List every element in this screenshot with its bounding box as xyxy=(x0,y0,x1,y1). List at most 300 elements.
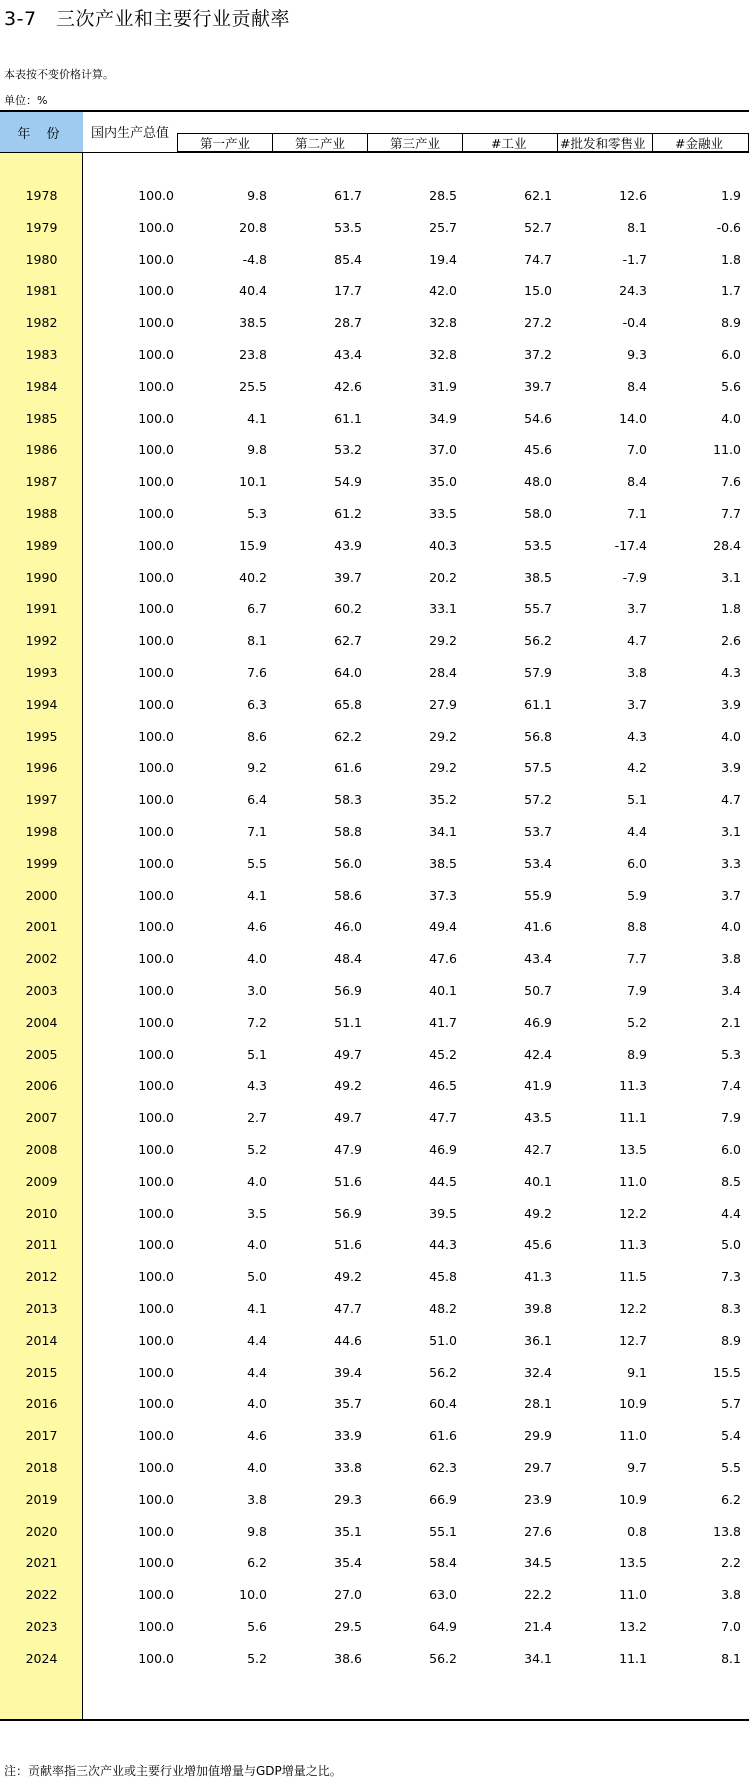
finance-cell: 3.9 xyxy=(721,696,741,712)
trade-cell: 6.0 xyxy=(627,855,647,871)
secondary-cell: 58.8 xyxy=(334,824,362,839)
secondary-cell: 58.3 xyxy=(334,792,362,808)
industry-cell: 62.1 xyxy=(524,188,552,203)
primary-cell: 8.1 xyxy=(247,633,267,649)
unit-label: 单位：% xyxy=(4,94,48,107)
industry-cell: 54.6 xyxy=(524,410,552,426)
table-row xyxy=(0,562,749,594)
secondary-cell: 49.7 xyxy=(334,1110,362,1126)
finance-cell: 2.6 xyxy=(721,633,741,649)
secondary-cell: 35.7 xyxy=(334,1396,362,1412)
finance-cell: 4.7 xyxy=(721,792,741,808)
trade-cell: 4.7 xyxy=(627,633,647,649)
primary-cell: 9.8 xyxy=(247,442,267,458)
primary-cell: 4.4 xyxy=(247,1332,267,1348)
gdp-cell: 100.0 xyxy=(138,378,174,394)
gdp-cell: 100.0 xyxy=(138,696,174,712)
primary-cell: 4.0 xyxy=(247,951,267,967)
year-cell: 1998 xyxy=(25,824,58,839)
secondary-cell: 44.6 xyxy=(334,1332,362,1348)
table-row xyxy=(0,1388,749,1420)
trade-cell: 13.5 xyxy=(619,1555,647,1571)
finance-cell: 8.3 xyxy=(721,1301,741,1316)
tertiary-cell: 31.9 xyxy=(429,378,457,394)
trade-cell: 5.2 xyxy=(627,1014,647,1030)
table-row xyxy=(0,1166,749,1198)
tertiary-cell: 32.8 xyxy=(429,347,457,362)
industry-cell: 43.5 xyxy=(524,1110,552,1126)
table-row xyxy=(0,975,749,1007)
year-cell: 2017 xyxy=(25,1428,58,1444)
industry-cell: 57.9 xyxy=(524,665,552,680)
header-gdp: 国内生产总值 xyxy=(91,126,170,141)
tertiary-cell: 63.0 xyxy=(429,1587,457,1603)
tertiary-cell: 48.2 xyxy=(429,1301,457,1316)
table-row xyxy=(0,434,749,466)
trade-cell: 7.1 xyxy=(627,506,647,521)
year-cell: 1995 xyxy=(25,728,58,744)
gdp-cell: 100.0 xyxy=(138,1555,174,1571)
gdp-cell: 100.0 xyxy=(138,506,174,521)
industry-cell: 45.6 xyxy=(524,442,552,458)
industry-cell: 15.0 xyxy=(524,283,552,299)
gdp-cell: 100.0 xyxy=(138,1078,174,1094)
year-cell: 1996 xyxy=(25,760,58,776)
industry-cell: 56.8 xyxy=(524,728,552,744)
year-cell: 1985 xyxy=(25,410,58,426)
tertiary-cell: 33.1 xyxy=(429,601,457,617)
secondary-cell: 43.9 xyxy=(334,537,362,553)
year-cell: 2003 xyxy=(25,983,58,998)
secondary-cell: 60.2 xyxy=(334,601,362,617)
secondary-cell: 17.7 xyxy=(334,283,362,299)
trade-cell: 12.2 xyxy=(619,1205,647,1221)
gdp-cell: 100.0 xyxy=(138,219,174,235)
year-cell: 1993 xyxy=(25,665,58,680)
page-title: 3-7 三次产业和主要行业贡献率 xyxy=(4,8,291,30)
gdp-cell: 100.0 xyxy=(138,1014,174,1030)
gdp-cell: 100.0 xyxy=(138,474,174,490)
secondary-cell: 49.7 xyxy=(334,1046,362,1062)
tertiary-cell: 45.8 xyxy=(429,1269,457,1285)
gdp-cell: 100.0 xyxy=(138,665,174,680)
table-row xyxy=(0,1611,749,1643)
primary-cell: 9.8 xyxy=(247,188,267,203)
year-cell: 2019 xyxy=(25,1491,58,1507)
table-row xyxy=(0,1452,749,1484)
gdp-cell: 100.0 xyxy=(138,1491,174,1507)
industry-cell: 53.4 xyxy=(524,855,552,871)
year-cell: 2023 xyxy=(25,1619,58,1634)
trade-cell: 3.7 xyxy=(627,696,647,712)
finance-cell: 7.9 xyxy=(721,1110,741,1126)
finance-cell: 3.4 xyxy=(721,983,741,998)
finance-cell: 3.8 xyxy=(721,951,741,967)
secondary-cell: 49.2 xyxy=(334,1078,362,1094)
table-row xyxy=(0,403,749,435)
primary-cell: 38.5 xyxy=(239,315,267,331)
tertiary-cell: 32.8 xyxy=(429,315,457,331)
table-row xyxy=(0,784,749,816)
trade-cell: 5.9 xyxy=(627,887,647,903)
table-row xyxy=(0,180,749,212)
price-note: 本表按不变价格计算。 xyxy=(4,68,114,81)
tertiary-cell: 29.2 xyxy=(429,633,457,649)
primary-cell: 25.5 xyxy=(239,378,267,394)
primary-cell: 9.2 xyxy=(247,760,267,776)
secondary-cell: 47.7 xyxy=(334,1301,362,1316)
year-cell: 1994 xyxy=(25,696,58,712)
tertiary-cell: 39.5 xyxy=(429,1205,457,1221)
primary-cell: 10.0 xyxy=(239,1587,267,1603)
tertiary-cell: 44.3 xyxy=(429,1237,457,1253)
trade-cell: 9.7 xyxy=(627,1460,647,1475)
table-row xyxy=(0,339,749,371)
gdp-cell: 100.0 xyxy=(138,1205,174,1221)
primary-cell: 9.8 xyxy=(247,1523,267,1539)
table-row xyxy=(0,1039,749,1071)
secondary-cell: 38.6 xyxy=(334,1650,362,1666)
gdp-cell: 100.0 xyxy=(138,1332,174,1348)
industry-cell: 61.1 xyxy=(524,696,552,712)
secondary-cell: 28.7 xyxy=(334,315,362,331)
year-cell: 1984 xyxy=(25,378,58,394)
industry-cell: 57.2 xyxy=(524,792,552,808)
primary-cell: 5.5 xyxy=(247,855,267,871)
finance-cell: 6.0 xyxy=(721,1142,741,1157)
industry-cell: 38.5 xyxy=(524,569,552,585)
finance-cell: 4.0 xyxy=(721,410,741,426)
tertiary-cell: 47.6 xyxy=(429,951,457,967)
table-row xyxy=(0,530,749,562)
secondary-cell: 62.7 xyxy=(334,633,362,649)
year-cell: 1983 xyxy=(25,347,58,362)
tertiary-cell: 29.2 xyxy=(429,728,457,744)
tertiary-cell: 40.1 xyxy=(429,983,457,998)
industry-cell: 29.7 xyxy=(524,1460,552,1475)
industry-cell: 48.0 xyxy=(524,474,552,490)
secondary-cell: 56.9 xyxy=(334,983,362,998)
year-cell: 2009 xyxy=(25,1173,58,1189)
gdp-cell: 100.0 xyxy=(138,1269,174,1285)
table-row xyxy=(0,848,749,880)
primary-cell: 4.0 xyxy=(247,1396,267,1412)
gdp-cell: 100.0 xyxy=(138,1237,174,1253)
finance-cell: 11.0 xyxy=(713,442,741,458)
industry-cell: 37.2 xyxy=(524,347,552,362)
year-cell: 2007 xyxy=(25,1110,58,1126)
tertiary-cell: 66.9 xyxy=(429,1491,457,1507)
trade-cell: 11.0 xyxy=(619,1587,647,1603)
industry-cell: 32.4 xyxy=(524,1364,552,1380)
industry-cell: 53.7 xyxy=(524,824,552,839)
table-row xyxy=(0,752,749,784)
finance-cell: 8.5 xyxy=(721,1173,741,1189)
industry-cell: 28.1 xyxy=(524,1396,552,1412)
gdp-cell: 100.0 xyxy=(138,283,174,299)
table-row xyxy=(0,1229,749,1261)
industry-cell: 41.9 xyxy=(524,1078,552,1094)
table-row xyxy=(0,466,749,498)
secondary-cell: 65.8 xyxy=(334,696,362,712)
year-cell: 2008 xyxy=(25,1142,58,1157)
trade-cell: 11.3 xyxy=(619,1237,647,1253)
year-cell: 2018 xyxy=(25,1460,58,1475)
header-primary: 第一产业 xyxy=(177,133,272,152)
table-row xyxy=(0,689,749,721)
year-cell: 2016 xyxy=(25,1396,58,1412)
industry-cell: 58.0 xyxy=(524,506,552,521)
finance-cell: 7.4 xyxy=(721,1078,741,1094)
year-cell: 1987 xyxy=(25,474,58,490)
industry-cell: 53.5 xyxy=(524,537,552,553)
secondary-cell: 61.7 xyxy=(334,188,362,203)
tertiary-cell: 56.2 xyxy=(429,1364,457,1380)
year-cell: 1992 xyxy=(25,633,58,649)
tertiary-cell: 33.5 xyxy=(429,506,457,521)
primary-cell: 40.4 xyxy=(239,283,267,299)
year-cell: 2002 xyxy=(25,951,58,967)
finance-cell: 4.4 xyxy=(721,1205,741,1221)
finance-cell: 8.1 xyxy=(721,1650,741,1666)
trade-cell: 10.9 xyxy=(619,1396,647,1412)
table-row xyxy=(0,657,749,689)
tertiary-cell: 34.9 xyxy=(429,410,457,426)
gdp-cell: 100.0 xyxy=(138,1619,174,1634)
trade-cell: 12.6 xyxy=(619,188,647,203)
primary-cell: 6.2 xyxy=(247,1555,267,1571)
finance-cell: 8.9 xyxy=(721,1332,741,1348)
tertiary-cell: 40.3 xyxy=(429,537,457,553)
gdp-cell: 100.0 xyxy=(138,315,174,331)
secondary-cell: 42.6 xyxy=(334,378,362,394)
secondary-cell: 51.6 xyxy=(334,1173,362,1189)
tertiary-cell: 44.5 xyxy=(429,1173,457,1189)
finance-cell: 4.0 xyxy=(721,919,741,935)
trade-cell: 7.0 xyxy=(627,442,647,458)
secondary-cell: 51.1 xyxy=(334,1014,362,1030)
trade-cell: 8.4 xyxy=(627,474,647,490)
header-bottom-rule xyxy=(0,152,749,153)
footnote: 注：贡献率指三次产业或主要行业增加值增量与GDP增量之比。 xyxy=(4,1764,342,1778)
table-row xyxy=(0,307,749,339)
finance-cell: 5.6 xyxy=(721,378,741,394)
tertiary-cell: 38.5 xyxy=(429,855,457,871)
header-industry: #工业 xyxy=(462,133,557,152)
secondary-cell: 61.6 xyxy=(334,760,362,776)
trade-cell: 9.1 xyxy=(627,1364,647,1380)
gdp-cell: 100.0 xyxy=(138,601,174,617)
trade-cell: 3.7 xyxy=(627,601,647,617)
industry-cell: 39.7 xyxy=(524,378,552,394)
secondary-cell: 43.4 xyxy=(334,347,362,362)
trade-cell: 10.9 xyxy=(619,1491,647,1507)
trade-cell: 12.7 xyxy=(619,1332,647,1348)
finance-cell: 2.2 xyxy=(721,1555,741,1571)
table-row xyxy=(0,721,749,753)
secondary-cell: 56.0 xyxy=(334,855,362,871)
secondary-cell: 29.5 xyxy=(334,1619,362,1634)
trade-cell: 11.0 xyxy=(619,1173,647,1189)
gdp-cell: 100.0 xyxy=(138,1650,174,1666)
secondary-cell: 49.2 xyxy=(334,1269,362,1285)
tertiary-cell: 45.2 xyxy=(429,1046,457,1062)
trade-cell: 11.3 xyxy=(619,1078,647,1094)
gdp-cell: 100.0 xyxy=(138,1173,174,1189)
trade-cell: 8.4 xyxy=(627,378,647,394)
gdp-cell: 100.0 xyxy=(138,1428,174,1444)
primary-cell: 4.6 xyxy=(247,919,267,935)
primary-cell: 15.9 xyxy=(239,537,267,553)
primary-cell: 4.6 xyxy=(247,1428,267,1444)
year-cell: 2015 xyxy=(25,1364,58,1380)
secondary-cell: 35.4 xyxy=(334,1555,362,1571)
year-cell: 2014 xyxy=(25,1332,58,1348)
primary-cell: 5.3 xyxy=(247,506,267,521)
secondary-cell: 35.1 xyxy=(334,1523,362,1539)
trade-cell: -7.9 xyxy=(622,569,647,585)
industry-cell: 52.7 xyxy=(524,219,552,235)
secondary-cell: 33.8 xyxy=(334,1460,362,1475)
finance-cell: 1.8 xyxy=(721,251,741,267)
gdp-cell: 100.0 xyxy=(138,887,174,903)
trade-cell: 11.5 xyxy=(619,1269,647,1285)
finance-cell: 7.6 xyxy=(721,474,741,490)
year-cell: 2013 xyxy=(25,1301,58,1316)
industry-cell: 55.9 xyxy=(524,887,552,903)
trade-cell: 0.8 xyxy=(627,1523,647,1539)
year-cell: 2004 xyxy=(25,1014,58,1030)
table-row xyxy=(0,816,749,848)
year-cell: 1990 xyxy=(25,569,58,585)
primary-cell: 5.1 xyxy=(247,1046,267,1062)
table-row xyxy=(0,943,749,975)
tertiary-cell: 60.4 xyxy=(429,1396,457,1412)
gdp-cell: 100.0 xyxy=(138,824,174,839)
secondary-cell: 61.1 xyxy=(334,410,362,426)
industry-cell: 27.2 xyxy=(524,315,552,331)
gdp-cell: 100.0 xyxy=(138,442,174,458)
tertiary-cell: 37.0 xyxy=(429,442,457,458)
header-trade: #批发和零售业 xyxy=(557,133,652,152)
gdp-cell: 100.0 xyxy=(138,569,174,585)
trade-cell: 11.1 xyxy=(619,1110,647,1126)
secondary-cell: 33.9 xyxy=(334,1428,362,1444)
finance-cell: 6.2 xyxy=(721,1491,741,1507)
year-cell: 1997 xyxy=(25,792,58,808)
tertiary-cell: 37.3 xyxy=(429,887,457,903)
table-row xyxy=(0,625,749,657)
primary-cell: 4.4 xyxy=(247,1364,267,1380)
secondary-cell: 48.4 xyxy=(334,951,362,967)
primary-cell: 7.6 xyxy=(247,665,267,680)
table-row xyxy=(0,1357,749,1389)
primary-cell: 7.1 xyxy=(247,824,267,839)
industry-cell: 22.2 xyxy=(524,1587,552,1603)
header-secondary: 第二产业 xyxy=(272,133,367,152)
table-row xyxy=(0,498,749,530)
finance-cell: 4.0 xyxy=(721,728,741,744)
table-row xyxy=(0,1643,749,1675)
gdp-cell: 100.0 xyxy=(138,1046,174,1062)
tertiary-cell: 62.3 xyxy=(429,1460,457,1475)
trade-cell: 9.3 xyxy=(627,347,647,362)
header-finance: #金融业 xyxy=(652,133,749,152)
secondary-cell: 85.4 xyxy=(334,251,362,267)
finance-cell: 3.1 xyxy=(721,569,741,585)
finance-cell: 7.3 xyxy=(721,1269,741,1285)
secondary-cell: 61.2 xyxy=(334,506,362,521)
primary-cell: 40.2 xyxy=(239,569,267,585)
finance-cell: -0.6 xyxy=(716,219,741,235)
trade-cell: 5.1 xyxy=(627,792,647,808)
table-row xyxy=(0,1007,749,1039)
finance-cell: 6.0 xyxy=(721,347,741,362)
finance-cell: 2.1 xyxy=(721,1014,741,1030)
table-row xyxy=(0,275,749,307)
table-row xyxy=(0,1325,749,1357)
gdp-cell: 100.0 xyxy=(138,1142,174,1157)
trade-cell: -0.4 xyxy=(622,315,647,331)
gdp-cell: 100.0 xyxy=(138,1460,174,1475)
gdp-cell: 100.0 xyxy=(138,728,174,744)
gdp-cell: 100.0 xyxy=(138,188,174,203)
industry-cell: 39.8 xyxy=(524,1301,552,1316)
primary-cell: 4.0 xyxy=(247,1460,267,1475)
tertiary-cell: 34.1 xyxy=(429,824,457,839)
year-cell: 1989 xyxy=(25,537,58,553)
primary-cell: 10.1 xyxy=(239,474,267,490)
primary-cell: 5.6 xyxy=(247,1619,267,1634)
gdp-cell: 100.0 xyxy=(138,1587,174,1603)
secondary-cell: 56.9 xyxy=(334,1205,362,1221)
year-cell: 1980 xyxy=(25,251,58,267)
gdp-cell: 100.0 xyxy=(138,855,174,871)
industry-cell: 43.4 xyxy=(524,951,552,967)
industry-cell: 55.7 xyxy=(524,601,552,617)
finance-cell: 7.0 xyxy=(721,1619,741,1634)
primary-cell: 3.0 xyxy=(247,983,267,998)
trade-cell: 8.1 xyxy=(627,219,647,235)
tertiary-cell: 35.0 xyxy=(429,474,457,490)
tertiary-cell: 46.9 xyxy=(429,1142,457,1157)
gdp-cell: 100.0 xyxy=(138,633,174,649)
finance-cell: 3.9 xyxy=(721,760,741,776)
primary-cell: 5.2 xyxy=(247,1650,267,1666)
year-cell: 2021 xyxy=(25,1555,58,1571)
primary-cell: 5.0 xyxy=(247,1269,267,1285)
gdp-cell: 100.0 xyxy=(138,410,174,426)
year-cell: 1982 xyxy=(25,315,58,331)
industry-cell: 29.9 xyxy=(524,1428,552,1444)
table-row xyxy=(0,1516,749,1548)
table-row xyxy=(0,1261,749,1293)
trade-cell: 4.2 xyxy=(627,760,647,776)
industry-cell: 74.7 xyxy=(524,251,552,267)
tertiary-cell: 55.1 xyxy=(429,1523,457,1539)
finance-cell: 8.9 xyxy=(721,315,741,331)
primary-cell: 4.1 xyxy=(247,887,267,903)
table-row xyxy=(0,1484,749,1516)
primary-cell: 8.6 xyxy=(247,728,267,744)
table-row xyxy=(0,880,749,912)
tertiary-cell: 47.7 xyxy=(429,1110,457,1126)
primary-cell: 6.3 xyxy=(247,696,267,712)
table-row xyxy=(0,1102,749,1134)
table-row xyxy=(0,212,749,244)
primary-cell: 2.7 xyxy=(247,1110,267,1126)
industry-cell: 41.3 xyxy=(524,1269,552,1285)
